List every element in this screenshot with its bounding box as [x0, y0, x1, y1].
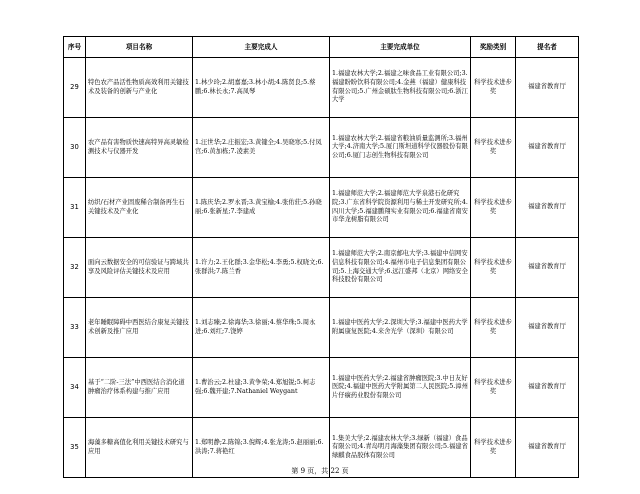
- row-seq: 31: [64, 178, 86, 238]
- header-nominator: 提名者: [516, 37, 579, 58]
- row-nominator: 福建省教育厅: [516, 238, 579, 298]
- table-row: [64, 118, 579, 178]
- header-row: [64, 37, 579, 58]
- row-project: 基于“二阶-三法”中西医结合消化道肿瘤治疗体系构建与推广应用: [86, 358, 193, 418]
- row-nominator: 福建省教育厅: [516, 358, 579, 418]
- row-people: 1.曹治云;2.杜建;3.黄争荣;4.郑旭锐;5.柯志强;6.魏开建;7.Nathaniel Weygant: [193, 358, 330, 418]
- table-row: [64, 58, 579, 118]
- row-people: 1.林少玲;2.胡嘉嘉;3.林小胡;4.陈贤良;5.蔡鹏;6.林长永;7.高凤琴: [193, 58, 330, 118]
- row-people: 1.许力;2.王化群;3.金华松;4.李勇;5.权晓文;6.张群洪;7.陈兰香: [193, 238, 330, 298]
- row-seq: 29: [64, 58, 86, 118]
- row-project: 农产品有害物质快速高特异高灵敏检测技术与仪器开发: [86, 118, 193, 178]
- row-people: 1.陈庆华;2.罗永晋;3.黄宝榆;4.张佑莊;5.孙晓丽;6.张新星;7.李建成: [193, 178, 330, 238]
- row-award: 科学技术进步奖: [471, 118, 516, 178]
- row-units: 1.福建中医药大学;2.深圳大学;3.福建中医药大学附属康复医院;4.来舍光学（深圳）有限公司: [330, 298, 471, 358]
- row-award: 科学技术进步奖: [471, 178, 516, 238]
- row-project: 海藻多糖高值化利用关键技术研究与应用: [86, 418, 193, 478]
- page-number: 第 9 页，共 22 页: [291, 467, 349, 475]
- row-award: 科学技术进步奖: [471, 298, 516, 358]
- row-nominator: 福建省教育厅: [516, 418, 579, 478]
- row-units: 1.福建师范大学;2.南京邮电大学;3.福建中信网安信息科技有限公司;4.福州市电子信息集团有限公司;5.上海交通大学;6.远江盛邦（北京）网络安全科技股份有限公司: [330, 238, 471, 298]
- row-seq: 33: [64, 298, 86, 358]
- row-nominator: 福建省教育厅: [516, 58, 579, 118]
- row-people: 1.汪世华;2.庄振宏;3.黄键全;4.吴晓寒;5.付凤宫;6.黄加栋;7.凌素美: [193, 118, 330, 178]
- row-nominator: 福建省教育厅: [516, 178, 579, 238]
- row-units: 1.福建农林大学;2.福建省粮油质量监测所;3.福州大学;4.济南大学;5.厦门斯坦道科学仪器股份有限公司;6.厦门志创生物科技有限公司: [330, 118, 471, 178]
- row-units: 1.福建中医药大学;2.福建省肿瘤医院;3.中日友好医院;4.福建中医药大学附属第二人民医院;5.漳州片仔癀药业股份有限公司: [330, 358, 471, 418]
- row-project: 面向云数据安全的可信验证与跨域共享及风险评估关键技术及应用: [86, 238, 193, 298]
- award-table: [63, 36, 579, 478]
- table-row: [64, 298, 579, 358]
- row-units: 1.福建农林大学;2.福建之味食品工业有限公司;3.福建盼盼饮料有限公司;4.金燕（福建）健康科技有限公司;5.广州金硕肽生物科技有限公司;6.浙江大学: [330, 58, 471, 118]
- row-people: 1.刘志臻;2.徐海华;3.徐丽;4.蔡华珠;5.周永进;6.刘红;7.饶婷: [193, 298, 330, 358]
- row-people: 1.郑明静;2.陈锦;3.倪辉;4.张龙涛;5.赵丽丽;6.洪涛;7.蒋艳红: [193, 418, 330, 478]
- row-seq: 32: [64, 238, 86, 298]
- row-project: 纺织/石材产业固废稀合制备再生石关键技术及产业化: [86, 178, 193, 238]
- row-project: 特色农产品活性物质高效利用关键技术及装备的创新与产业化: [86, 58, 193, 118]
- row-seq: 34: [64, 358, 86, 418]
- row-award: 科学技术进步奖: [471, 358, 516, 418]
- row-award: 科学技术进步奖: [471, 418, 516, 478]
- header-seq: 序号: [64, 37, 86, 58]
- header-people: 主要完成人: [193, 37, 330, 58]
- row-seq: 35: [64, 418, 86, 478]
- header-project: 项目名称: [86, 37, 193, 58]
- header-award: 奖励类别: [471, 37, 516, 58]
- row-award: 科学技术进步奖: [471, 238, 516, 298]
- table-row: [64, 238, 579, 298]
- row-project: 老年睡眠障碍中西医结合康复关键技术创新及推广应用: [86, 298, 193, 358]
- table-row: [64, 178, 579, 238]
- header-units: 主要完成单位: [330, 37, 471, 58]
- row-units: 1.福建师范大学;2.福建师范大学泉港石化研究院;3.广东省科学院资源利用与稀土开发研究所;4.四川大学;5.福建鹏翔实业有限公司;6.福建省南安市华龙树脂有限公司: [330, 178, 471, 238]
- row-nominator: 福建省教育厅: [516, 298, 579, 358]
- row-award: 科学技术进步奖: [471, 58, 516, 118]
- table-row: [64, 358, 579, 418]
- row-units: 1.集美大学;2.福建农林大学;3.绿新（福建）食品有限公司;4.青岛明月海藻集团有限公司;5.福建省绿麒食品胶体有限公司: [330, 418, 471, 478]
- row-seq: 30: [64, 118, 86, 178]
- row-nominator: 福建省教育厅: [516, 118, 579, 178]
